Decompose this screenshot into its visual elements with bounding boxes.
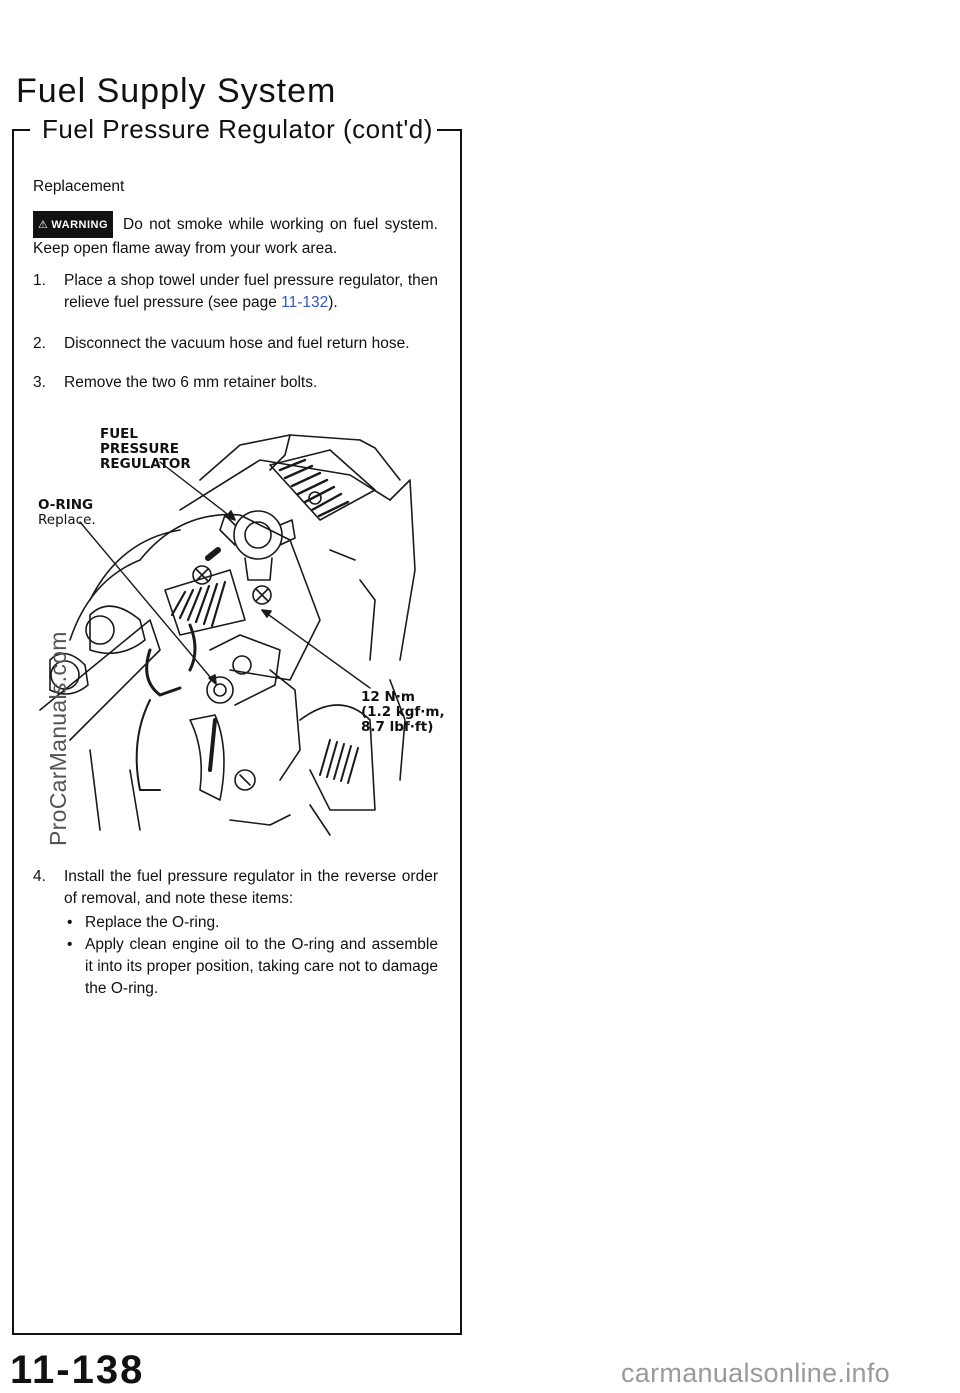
list-item: • Replace the O-ring. xyxy=(64,912,438,934)
warning-triangle-icon: ⚠ xyxy=(38,219,49,231)
warning-text: Do not smoke while working on fuel system. Keep open flame away from your work area. xyxy=(33,216,438,257)
step-text: Install the fuel pressure regulator in the reverse order of removal, and note these items: xyxy=(64,868,438,907)
step-3 xyxy=(33,372,438,394)
frame-rule-left xyxy=(12,129,30,131)
engine-illustration xyxy=(30,420,450,840)
step-2 xyxy=(33,333,438,355)
page-number: 11-138 xyxy=(10,1348,145,1392)
callout-line: 8.7 lbf·ft) xyxy=(361,719,434,735)
watermark-text: ProCarManuals.com xyxy=(45,631,71,846)
step-text-lead: Place a shop towel under fuel pressure regulator, then relieve fuel pressure (see page xyxy=(64,272,438,311)
step-text-tail: ). xyxy=(328,294,338,311)
warning-paragraph xyxy=(33,211,438,260)
callout-line: FUEL xyxy=(100,426,139,442)
callout-line: Replace. xyxy=(38,512,96,528)
warning-badge-label: WARNING xyxy=(51,219,109,231)
step-4 xyxy=(33,866,438,1000)
regulator-diagram xyxy=(30,420,450,840)
warning-badge xyxy=(33,211,113,238)
step-number: 4. xyxy=(33,868,46,885)
step-1 xyxy=(33,270,438,314)
list-item: • Apply clean engine oil to the O-ring and assemble it into its proper position, taking care not to damage the O-ring. xyxy=(64,934,438,1000)
callout-line: (1.2 kgf·m, xyxy=(361,704,445,720)
procedure-heading: Replacement xyxy=(33,178,125,195)
page-link[interactable]: 11-132 xyxy=(281,294,329,311)
callout-torque-spec xyxy=(361,690,445,735)
step-text: Remove the two 6 mm retainer bolts. xyxy=(64,374,318,391)
step-number: 3. xyxy=(33,374,46,391)
step-text: Disconnect the vacuum hose and fuel return hose. xyxy=(64,335,410,352)
step-number: 2. xyxy=(33,335,46,352)
step-number: 1. xyxy=(33,272,46,289)
step-text xyxy=(64,270,438,314)
callout-line: PRESSURE xyxy=(100,441,179,457)
subsection-title: Fuel Pressure Regulator (cont'd) xyxy=(38,114,437,145)
callout-fuel-pressure-regulator xyxy=(100,427,191,472)
callout-o-ring xyxy=(38,498,96,528)
step-4-notes xyxy=(64,912,438,1000)
section-title: Fuel Supply System xyxy=(16,72,337,110)
callout-line: 12 N·m xyxy=(361,689,415,705)
callout-line: REGULATOR xyxy=(100,456,191,472)
site-footer-text: carmanualsonline.info xyxy=(621,1358,890,1388)
callout-line: O-RING xyxy=(38,497,94,513)
